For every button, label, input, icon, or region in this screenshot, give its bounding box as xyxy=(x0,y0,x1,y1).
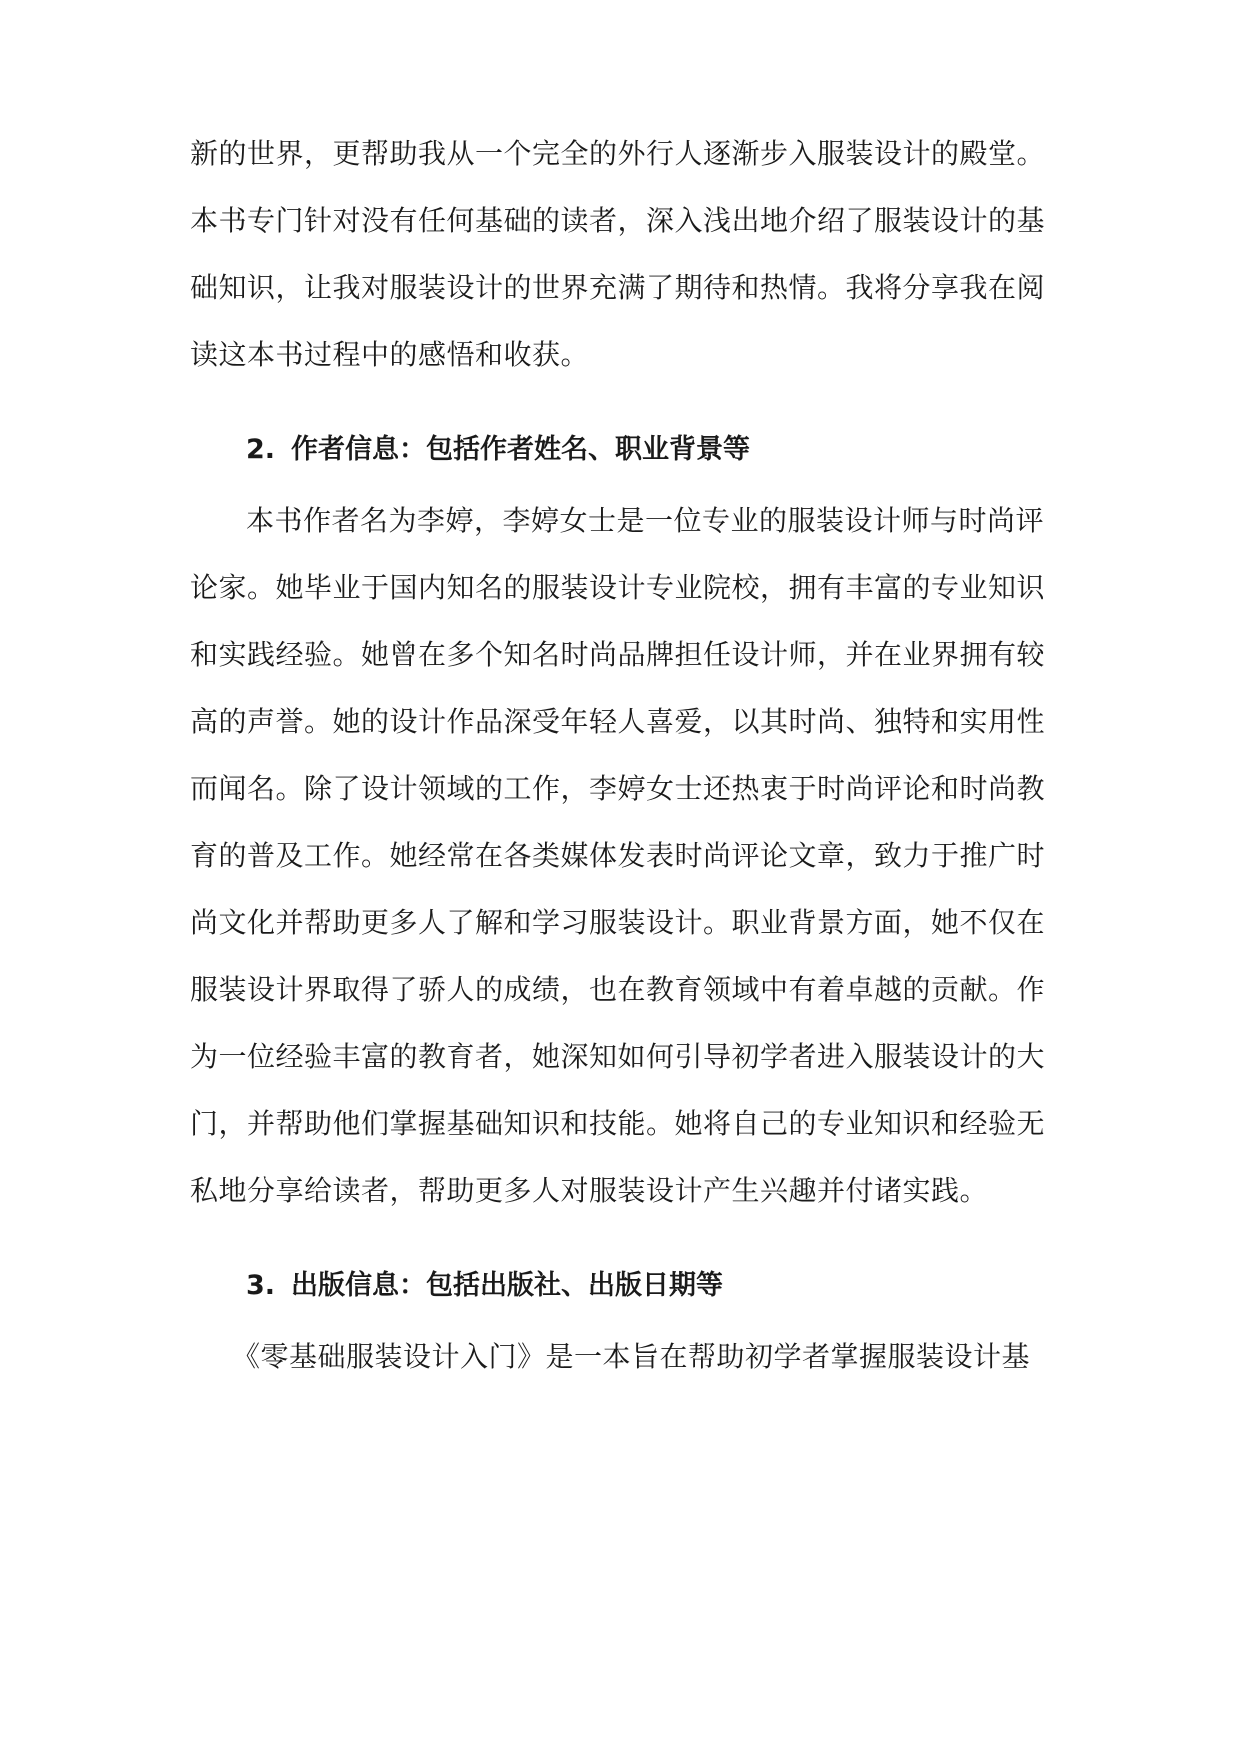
paragraph-line: 尚文化并帮助更多人了解和学习服装设计。职业背景方面，她不仅在 xyxy=(190,906,1046,939)
section-number: 2. xyxy=(246,434,276,465)
paragraph-line: 读这本书过程中的感悟和收获。 xyxy=(190,338,590,371)
paragraph-line: 服装设计界取得了骄人的成绩，也在教育领域中有着卓越的贡献。作 xyxy=(190,973,1046,1006)
section-heading-author xyxy=(246,430,750,470)
paragraph-line: 而闻名。除了设计领域的工作，李婷女士还热衷于时尚评论和时尚教 xyxy=(190,772,1046,805)
paragraph-line: 高的声誉。她的设计作品深受年轻人喜爱，以其时尚、独特和实用性 xyxy=(190,705,1046,738)
section-heading-publication xyxy=(246,1266,723,1306)
paragraph-line: 础知识，让我对服装设计的世界充满了期待和热情。我将分享我在阅 xyxy=(190,271,1046,304)
section-title: 作者信息：包括作者姓名、职业背景等 xyxy=(291,434,751,465)
paragraph-line: 本书专门针对没有任何基础的读者，深入浅出地介绍了服装设计的基 xyxy=(190,204,1046,237)
paragraph-line: 和实践经验。她曾在多个知名时尚品牌担任设计师，并在业界拥有较 xyxy=(190,638,1046,671)
paragraph-line: 门，并帮助他们掌握基础知识和技能。她将自己的专业知识和经验无 xyxy=(190,1107,1046,1140)
paragraph-line: 私地分享给读者，帮助更多人对服装设计产生兴趣并付诸实践。 xyxy=(190,1174,989,1207)
section-title: 出版信息：包括出版社、出版日期等 xyxy=(291,1270,724,1301)
paragraph-line: 论家。她毕业于国内知名的服装设计专业院校，拥有丰富的专业知识 xyxy=(190,571,1046,604)
paragraph-line: 《零基础服装设计入门》是一本旨在帮助初学者掌握服装设计基 xyxy=(232,1340,1031,1373)
paragraph-line: 本书作者名为李婷，李婷女士是一位专业的服装设计师与时尚评 xyxy=(246,504,1045,537)
section-number: 3. xyxy=(246,1270,276,1301)
paragraph-line: 为一位经验丰富的教育者，她深知如何引导初学者进入服装设计的大 xyxy=(190,1040,1046,1073)
paragraph-line: 新的世界，更帮助我从一个完全的外行人逐渐步入服装设计的殿堂。 xyxy=(190,137,1046,170)
paragraph-line: 育的普及工作。她经常在各类媒体发表时尚评论文章，致力于推广时 xyxy=(190,839,1046,872)
